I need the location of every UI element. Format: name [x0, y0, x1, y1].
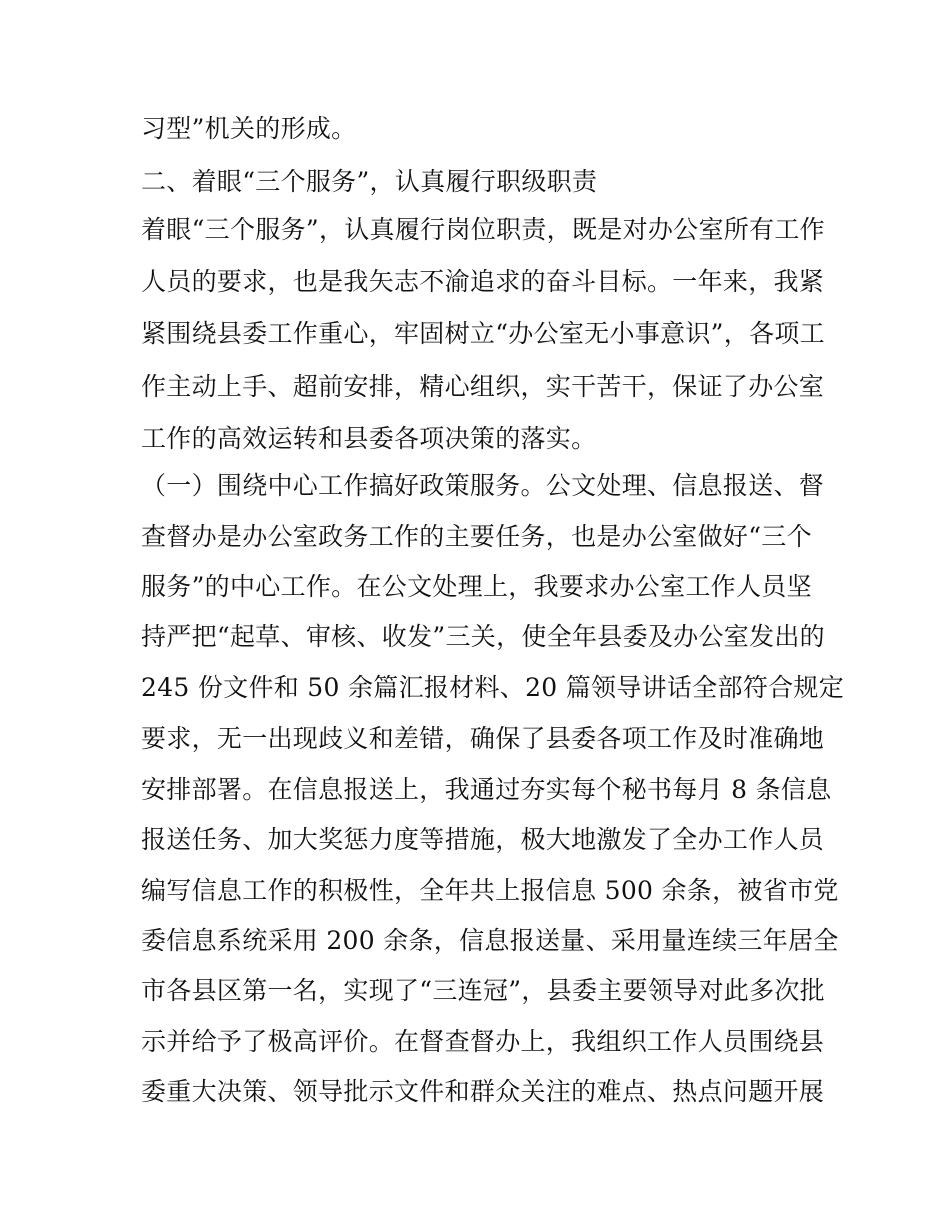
text-line: 要求，无一出现歧义和差错，确保了县委各项工作及时准确地: [141, 724, 825, 753]
text-line: 委重大决策、领导批示文件和群众关注的难点、热点问题开展: [141, 1077, 825, 1106]
text-line: 报送任务、加大奖惩力度等措施，极大地激发了全办工作人员: [141, 825, 825, 854]
text-line: 习型”机关的形成。: [141, 114, 357, 143]
text-line: 245 份文件和 50 余篇汇报材料、20 篇领导讲话全部符合规定: [141, 673, 845, 702]
section-heading: 二、着眼“三个服务”，认真履行职级职责: [141, 167, 598, 196]
text-line: 紧围绕县委工作重心，牢固树立“办公室无小事意识”，各项工: [141, 319, 825, 348]
text-line: 工作的高效运转和县委各项决策的落实。: [141, 424, 597, 453]
text-line: 委信息系统采用 200 余条，信息报送量、采用量连续三年居全: [141, 926, 839, 955]
text-line: 安排部署。在信息报送上，我通过夯实每个秘书每月 8 条信息: [141, 775, 832, 804]
text-line: 查督办是办公室政务工作的主要任务，也是办公室做好“三个: [141, 522, 812, 551]
text-line: 示并给予了极高评价。在督查督办上，我组织工作人员围绕县: [141, 1027, 825, 1056]
text-line: 持严把“起草、审核、收发”三关，使全年县委及办公室发出的: [141, 622, 825, 651]
text-line: 市各县区第一名，实现了“三连冠”，县委主要领导对此多次批: [141, 976, 825, 1005]
text-line: 编写信息工作的积极性，全年共上报信息 500 余条，被省市党: [141, 876, 839, 905]
text-line: 着眼“三个服务”，认真履行岗位职责，既是对办公室所有工作: [141, 215, 825, 244]
text-line: 人员的要求，也是我矢志不渝追求的奋斗目标。一年来，我紧: [141, 267, 825, 296]
subsection-line: （一）围绕中心工作搞好政策服务。公文处理、信息报送、督: [141, 471, 825, 500]
text-line: 服务”的中心工作。在公文处理上，我要求办公室工作人员坚: [141, 572, 812, 601]
text-line: 作主动上手、超前安排，精心组织，实干苦干，保证了办公室: [141, 372, 825, 401]
